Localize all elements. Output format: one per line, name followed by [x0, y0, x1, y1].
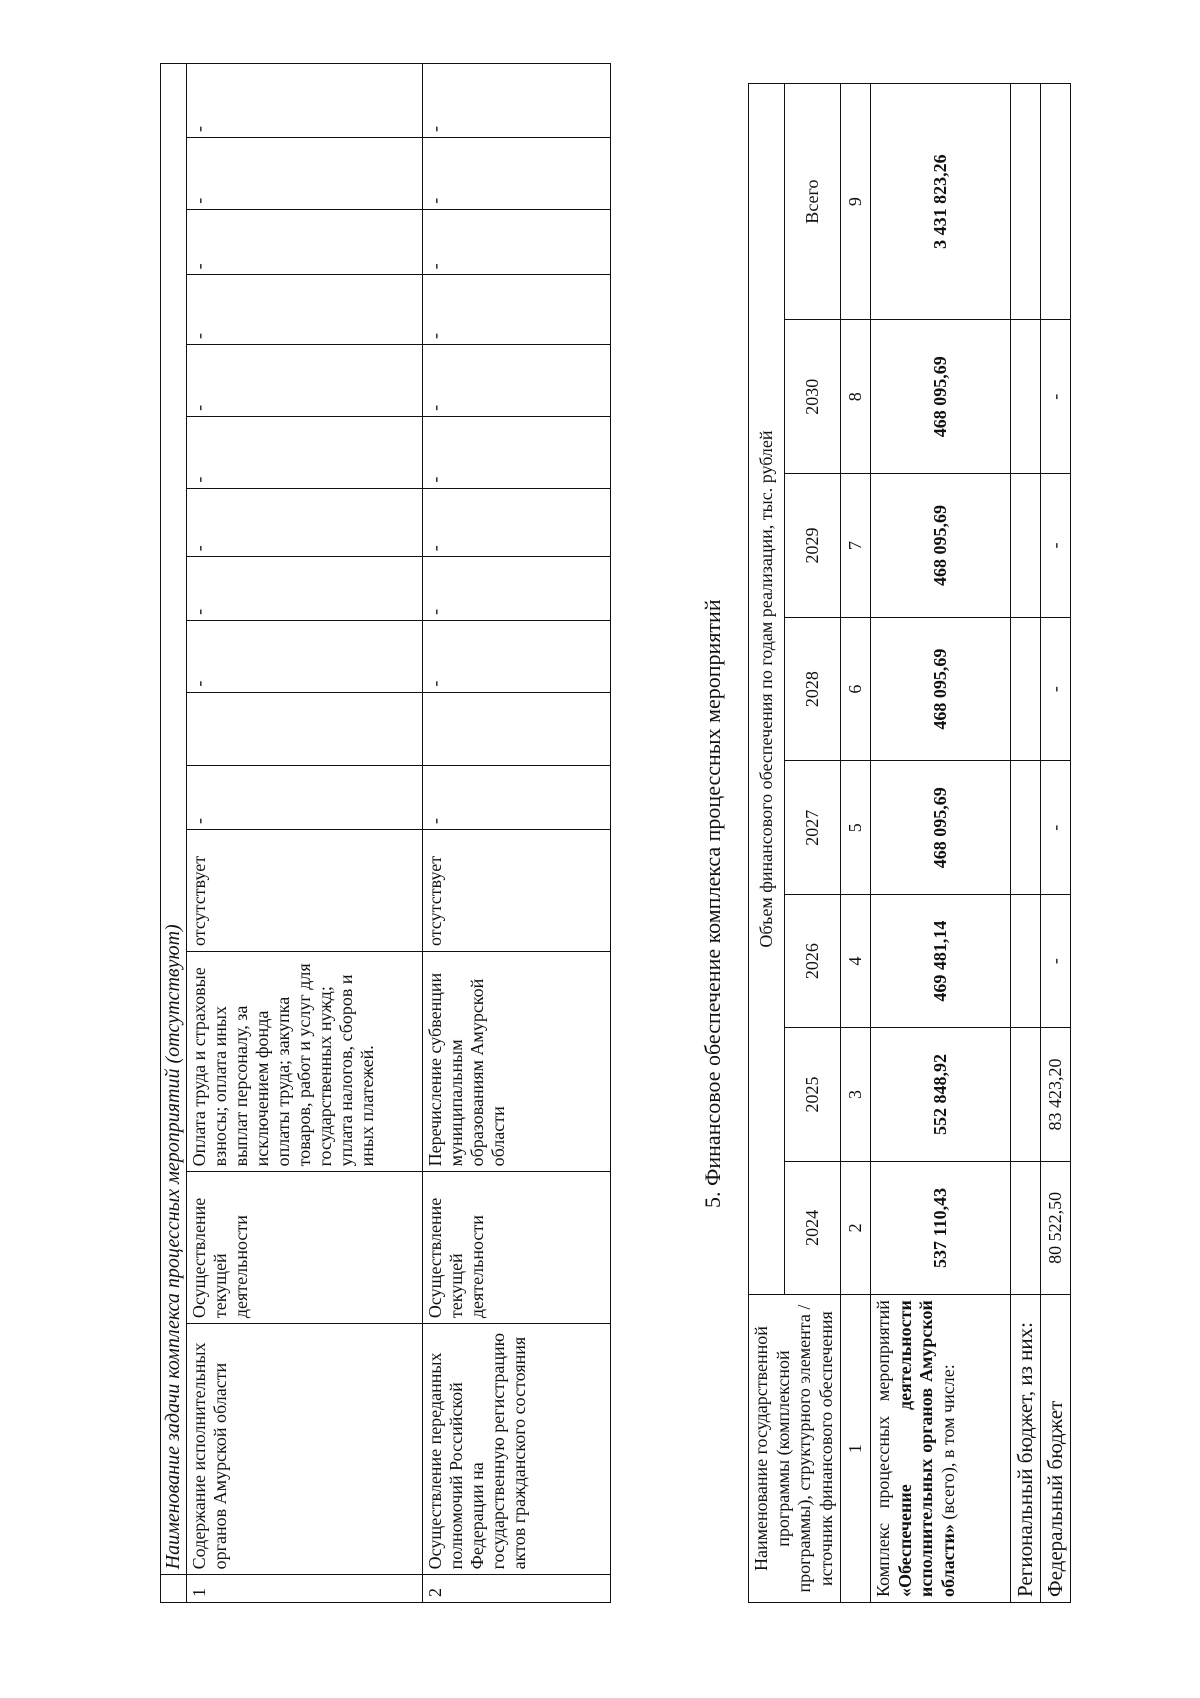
dash-cell: -	[423, 64, 611, 138]
column-number: 1	[841, 1295, 871, 1603]
dash-cell: -	[423, 557, 611, 621]
table-row	[1011, 84, 1041, 1603]
dash-cell	[423, 692, 611, 766]
dash-cell: -	[187, 620, 423, 692]
column-number: 8	[841, 320, 871, 474]
column-number: 2	[841, 1161, 871, 1294]
finance-name-header: Наименование государственной программы (комплексной программы), структурного элемента / источник финансового обеспечения	[749, 1295, 841, 1603]
finance-value	[1041, 84, 1071, 320]
finance-value: 468 095,69	[871, 474, 1011, 618]
task-link: отсутствует	[187, 829, 423, 951]
dash-cell: -	[187, 766, 423, 830]
finance-value	[1011, 84, 1041, 320]
finance-value	[1011, 1028, 1041, 1161]
finance-value: 469 481,14	[871, 894, 1011, 1027]
column-number: 4	[841, 894, 871, 1027]
task-name: Осуществление переданных полномочий Российской Федерации на государственную регистрацию актов гражданского состояния	[423, 1324, 611, 1575]
dash-cell: -	[187, 557, 423, 621]
table-row	[1041, 84, 1071, 1603]
label-bold: «Обеспечение деятельности исполнительных органов Амурской области»	[894, 1300, 958, 1597]
dash-cell: -	[187, 209, 423, 275]
dash-cell: -	[423, 345, 611, 417]
table-row	[871, 84, 1011, 1603]
label-plain: (всего), в том числе:	[937, 1364, 958, 1525]
dash-cell	[187, 692, 423, 766]
row-number: 1	[187, 1575, 423, 1603]
dash-cell: -	[187, 64, 423, 138]
finance-row-label	[871, 1295, 1011, 1603]
task-link: отсутствует	[423, 829, 611, 951]
task-type: Осуществление текущей деятельности	[423, 1172, 611, 1324]
dash-cell: -	[187, 137, 423, 209]
task-description: Оплата труда и страховые взносы; оплата иных выплат персоналу, за исключением фонда оплаты труда; закупка товаров, работ и услуг для государственных нужд; уплата налогов, сборов и иных платежей.	[187, 951, 423, 1171]
column-number: 7	[841, 474, 871, 618]
dash-cell: -	[423, 275, 611, 345]
dash-cell: -	[187, 488, 423, 557]
task-name: Содержание исполнительных органов Амурской области	[187, 1324, 423, 1575]
finance-value	[1011, 320, 1041, 474]
finance-colnum-row	[841, 84, 871, 1603]
label-plain: Комплекс процессных мероприятий	[873, 1300, 893, 1597]
finance-row-label: Федеральный бюджет	[1041, 1295, 1071, 1603]
table-row	[423, 64, 611, 1603]
column-number: 9	[841, 84, 871, 320]
year-header: 2027	[785, 761, 841, 894]
finance-value: 3 431 823,26	[871, 84, 1011, 320]
finance-value: 83 423,20	[1041, 1028, 1071, 1161]
tasks-section-header: Наименование задачи комплекса процессных мероприятий (отсутствуют)	[161, 64, 187, 1575]
task-type: Осуществление текущей деятельности	[187, 1172, 423, 1324]
finance-value: -	[1041, 894, 1071, 1027]
finance-value: 468 095,69	[871, 761, 1011, 894]
year-header: 2030	[785, 320, 841, 474]
finance-value	[1011, 894, 1041, 1027]
finance-row-label: Региональный бюджет, из них:	[1011, 1295, 1041, 1603]
year-header: 2029	[785, 474, 841, 618]
dash-cell: -	[423, 620, 611, 692]
year-header: Всего	[785, 84, 841, 320]
row-number: 2	[423, 1575, 611, 1603]
year-header: 2028	[785, 617, 841, 761]
finance-header-row	[749, 84, 785, 1603]
finance-value: 468 095,69	[871, 617, 1011, 761]
tasks-header-empty	[161, 1575, 187, 1603]
table-row	[187, 64, 423, 1603]
dash-cell: -	[423, 137, 611, 209]
dash-cell: -	[187, 416, 423, 488]
finance-value: -	[1041, 474, 1071, 618]
finance-value	[1011, 761, 1041, 894]
finance-value: 552 848,92	[871, 1028, 1011, 1161]
tasks-table	[160, 63, 611, 1603]
dash-cell: -	[423, 488, 611, 557]
tasks-header-row	[161, 64, 187, 1603]
task-description: Перечисление субвенции муниципальным образованиям Амурской области	[423, 951, 611, 1171]
dash-cell: -	[423, 416, 611, 488]
column-number: 6	[841, 617, 871, 761]
dash-cell: -	[187, 275, 423, 345]
finance-volume-header: Объем финансового обеспечения по годам реализации, тыс. рублей	[749, 84, 785, 1295]
finance-value	[1011, 1161, 1041, 1294]
finance-table	[748, 83, 1071, 1603]
year-header: 2025	[785, 1028, 841, 1161]
finance-value: -	[1041, 761, 1071, 894]
finance-value: -	[1041, 617, 1071, 761]
dash-cell: -	[423, 209, 611, 275]
year-header: 2024	[785, 1161, 841, 1294]
year-header: 2026	[785, 894, 841, 1027]
finance-value: 468 095,69	[871, 320, 1011, 474]
column-number: 5	[841, 761, 871, 894]
finance-value: 80 522,50	[1041, 1161, 1071, 1294]
dash-cell: -	[187, 345, 423, 417]
column-number: 3	[841, 1028, 871, 1161]
finance-value: 537 110,43	[871, 1161, 1011, 1294]
finance-value	[1011, 617, 1041, 761]
section-5-title: 5. Финансовое обеспечение комплекса процессных мероприятий	[700, 599, 725, 1208]
dash-cell: -	[423, 766, 611, 830]
finance-value	[1011, 474, 1041, 618]
finance-value: -	[1041, 320, 1071, 474]
